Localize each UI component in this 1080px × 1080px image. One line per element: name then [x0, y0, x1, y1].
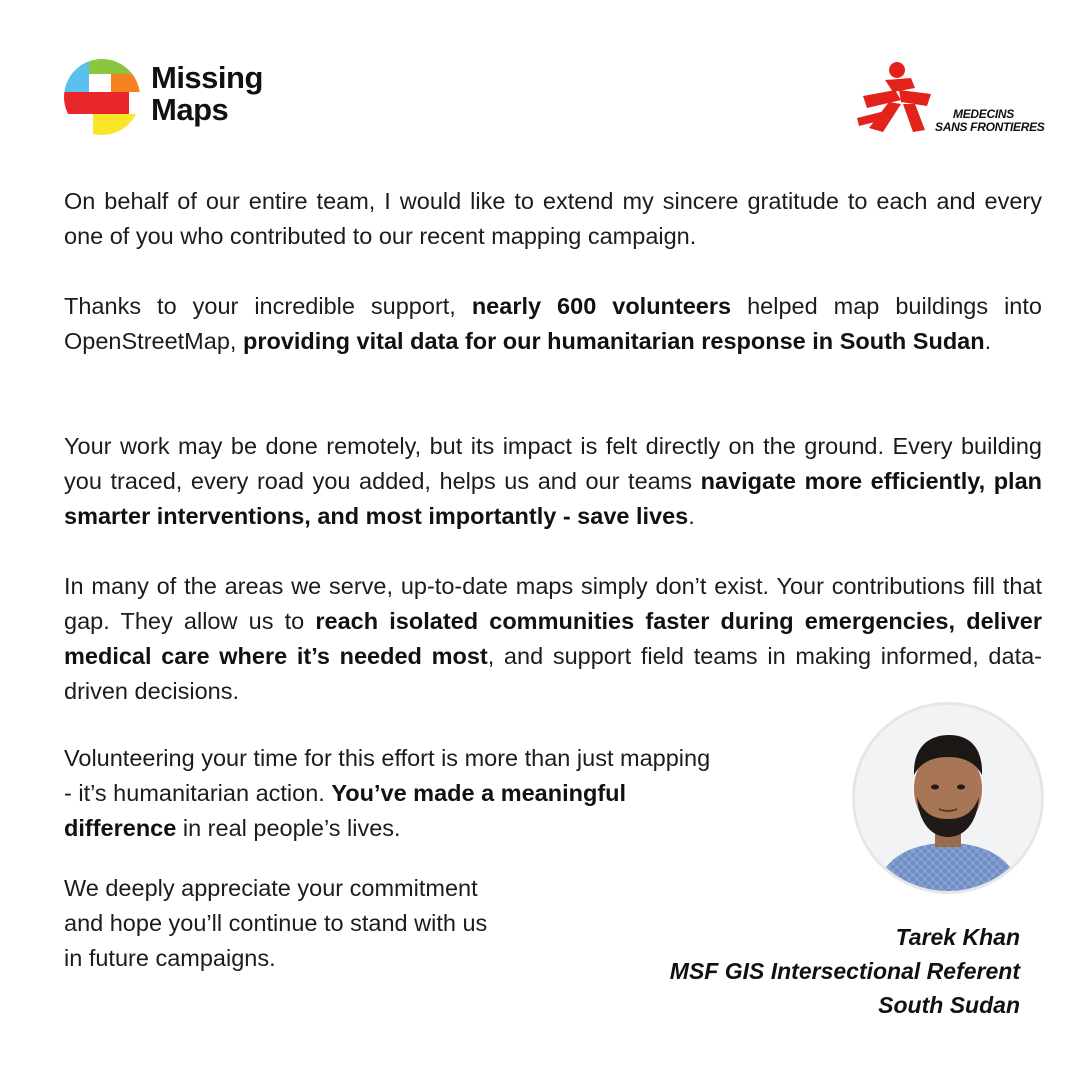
p2-text-3: .: [984, 328, 992, 354]
p4-bold-1: reach isolated communities faster during emergencies, deliver medical care where it’s needed most: [64, 608, 1042, 669]
signature-location: South Sudan: [878, 992, 1020, 1018]
p2-text-2: helped map buildings into OpenStreetMap,: [64, 293, 1042, 354]
msf-running-man-logo-icon: [855, 60, 937, 136]
signature-name: Tarek Khan: [895, 924, 1020, 950]
letter-paragraph-6: [64, 871, 584, 976]
portrait-photo: [852, 702, 1044, 894]
missing-maps-logo-icon: [63, 58, 141, 136]
letter-paragraph-4: [64, 569, 1042, 709]
p6-line-2: and hope you’ll continue to stand with us: [64, 910, 488, 936]
p4-text-2: , and support field teams in making informed, data-driven decisions.: [64, 643, 1042, 704]
letter-paragraph-1: On behalf of our entire team, I would like to extend my sincere gratitude to each and every one of you who contributed to our recent mapping campaign.: [64, 188, 1042, 249]
p2-bold-1: nearly 600 volunteers: [471, 293, 732, 319]
p2-text-1: Thanks to your incredible support,: [64, 293, 472, 319]
signature-title: MSF GIS Intersectional Referent: [669, 958, 1020, 984]
p5-bold-2: difference: [64, 815, 177, 841]
letter-paragraph-5: [64, 741, 824, 846]
p3-bold-1: navigate more efficiently, plan smarter interventions, and most importantly - save lives: [64, 468, 1043, 529]
p3-text-2: .: [688, 503, 695, 529]
missing-maps-line2: Maps: [151, 92, 229, 127]
msf-logo: [855, 60, 1045, 140]
letter-paragraph-3: [64, 429, 1042, 534]
missing-maps-wordmark: [151, 62, 263, 126]
p5-bold-1: You’ve made a meaningful: [331, 780, 627, 806]
p3-text-1: Your work may be done remotely, but its impact is felt directly on the ground. Every building you traced, every road you added, helps us and our teams: [64, 433, 1042, 494]
p6-line-3: in future campaigns.: [64, 945, 276, 971]
p5-text-1: Volunteering your time for this effort is more than just mapping: [64, 745, 711, 771]
msf-line2: SANS FRONTIERES: [935, 120, 1045, 134]
p2-bold-2: providing vital data for our humanitarian response in South Sudan: [242, 328, 985, 354]
portrait-illustration: [855, 705, 1041, 891]
p5-text-2: - it’s humanitarian action.: [64, 780, 332, 806]
msf-line1: MEDECINS: [953, 107, 1014, 121]
missing-maps-line1: Missing: [151, 60, 263, 95]
p6-line-1: We deeply appreciate your commitment: [64, 875, 478, 901]
signature-block: [670, 920, 1020, 1022]
p4-text-1: In many of the areas we serve, up-to-date maps simply don’t exist. Your contributions fill that gap. They allow us to: [64, 573, 1042, 634]
letter-paragraph-2: [64, 289, 1042, 359]
msf-wordmark: [935, 108, 1045, 134]
p5-text-3: in real people’s lives.: [176, 815, 401, 841]
missing-maps-logo: [63, 58, 283, 138]
